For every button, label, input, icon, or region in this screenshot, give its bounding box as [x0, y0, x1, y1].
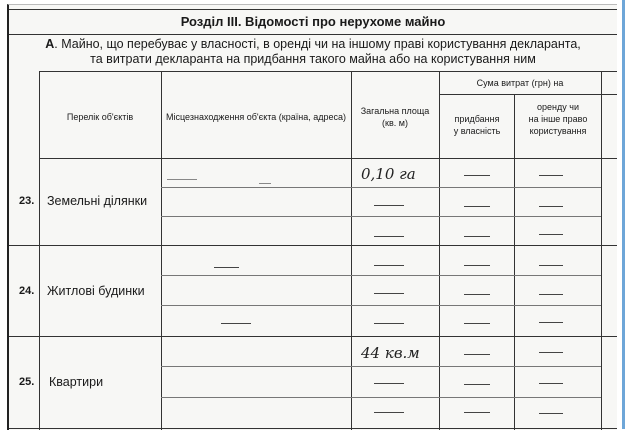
subrow-line	[161, 366, 601, 367]
subrow-line	[161, 305, 601, 306]
row-number-24: 24.	[19, 285, 35, 297]
handwritten-dash	[374, 265, 404, 266]
col-line-right	[601, 71, 602, 430]
handwritten-dash	[464, 265, 490, 266]
handwritten-dash	[464, 323, 490, 324]
row-label-apartments: Квартири	[49, 375, 104, 389]
subsection-text-1: Майно, що перебуває у власності, в оренді чи на іншому праві користування декларанта,	[61, 37, 581, 51]
header-area: Загальна площа (кв. м)	[360, 106, 430, 128]
handwritten-dash	[259, 183, 271, 184]
handwritten-dash	[374, 236, 404, 237]
col-line-left	[39, 71, 40, 430]
handwritten-dash	[539, 413, 563, 414]
col-line-location	[161, 71, 162, 430]
handwritten-dash	[539, 265, 563, 266]
subsection-line2: та витрати декларанта на придбання такого майна або на користування ним	[90, 52, 536, 66]
subrow-line	[161, 187, 601, 188]
handwritten-dash	[539, 206, 563, 207]
handwritten-dash	[374, 323, 404, 324]
row-label-houses: Житлові будинки	[47, 284, 145, 298]
handwritten-dash	[374, 293, 404, 294]
table-top-border	[39, 71, 617, 72]
subrow-line	[161, 216, 601, 217]
handwritten-dash	[464, 175, 490, 176]
handwritten-dash	[539, 234, 563, 235]
handwritten-dash	[464, 236, 490, 237]
row-number-23: 23.	[19, 195, 35, 207]
subrow-line	[161, 275, 601, 276]
header-rent: оренду чи на інше право користування	[528, 102, 588, 136]
header-bottom-border	[39, 158, 617, 159]
section-title: Розділ III. Відомості про нерухоме майно	[9, 9, 617, 35]
header-objects: Перелік об'єктів	[66, 112, 134, 122]
row-24-bottom	[9, 336, 617, 337]
header-location: Місцезнаходження об'єкта (країна, адреса)	[166, 112, 346, 122]
header-purchase: придбання у власність	[453, 114, 501, 136]
handwritten-dash	[539, 383, 563, 384]
handwritten-dash	[374, 205, 404, 206]
handwritten-dash	[539, 175, 563, 176]
subsection-letter: А	[45, 37, 55, 51]
handwritten-area-apartment: 44 кв.м	[361, 344, 420, 362]
handwritten-dash	[464, 384, 490, 385]
subsection-heading	[9, 37, 617, 67]
handwritten-dash	[221, 323, 251, 324]
handwritten-dash	[464, 354, 490, 355]
handwritten-dash	[374, 383, 404, 384]
costs-subheader-border	[439, 94, 617, 95]
col-line-rent	[514, 94, 515, 430]
handwritten-dash	[539, 294, 563, 295]
subrow-line	[161, 397, 601, 398]
row-23-bottom	[9, 245, 617, 246]
header-costs: Сума витрат (грн) на	[476, 78, 564, 88]
declaration-page	[7, 4, 617, 430]
handwritten-dash	[374, 412, 404, 413]
col-line-purchase	[439, 71, 440, 430]
handwritten-dash	[167, 179, 197, 180]
handwritten-dash	[464, 294, 490, 295]
handwritten-dash	[464, 206, 490, 207]
handwritten-dash	[539, 352, 563, 353]
handwritten-area-land: 0,10 га	[361, 165, 416, 183]
handwritten-dash	[464, 412, 490, 413]
handwritten-dash	[539, 322, 563, 323]
row-number-25: 25.	[19, 376, 35, 388]
handwritten-dash	[214, 267, 239, 268]
row-label-land: Земельні ділянки	[47, 194, 148, 208]
col-line-area	[351, 71, 352, 430]
subsection-line1: А. Майно, що перебуває у власності, в оренді чи на іншому праві користування декларанта,	[45, 37, 581, 51]
